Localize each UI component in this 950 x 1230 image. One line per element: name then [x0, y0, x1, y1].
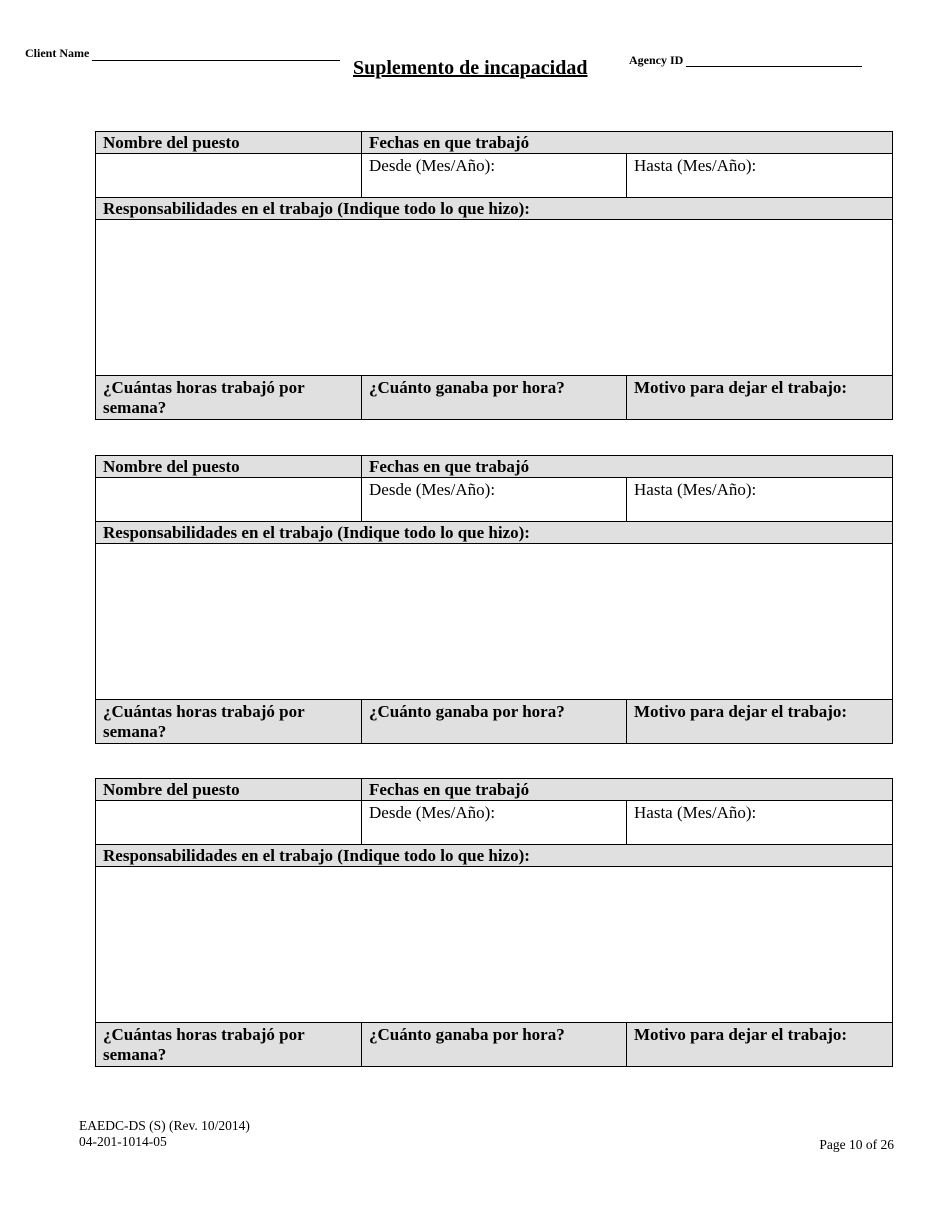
- job-title-field[interactable]: [96, 801, 362, 845]
- date-from-label: Desde (Mes/Año):: [369, 156, 496, 175]
- hours-per-week-label: ¿Cuántas horas trabajó por semana?: [96, 700, 362, 744]
- date-to-field[interactable]: [627, 478, 893, 522]
- hourly-pay-label: ¿Cuánto ganaba por hora?: [362, 700, 627, 744]
- reason-for-leaving-label: Motivo para dejar el trabajo:: [627, 700, 893, 744]
- client-name-field[interactable]: [92, 60, 340, 61]
- responsibilities-label: Responsabilidades en el trabajo (Indique todo lo que hizo):: [96, 522, 893, 544]
- job-section-3: [95, 778, 893, 1067]
- hourly-pay-label: ¿Cuánto ganaba por hora?: [362, 376, 627, 420]
- responsibilities-field[interactable]: [96, 867, 893, 1023]
- date-from-field[interactable]: [362, 801, 627, 845]
- date-to-label: Hasta (Mes/Año):: [634, 803, 757, 822]
- dates-worked-label: Fechas en que trabajó: [362, 132, 893, 154]
- job-title-field[interactable]: [96, 478, 362, 522]
- hours-per-week-label: ¿Cuántas horas trabajó por semana?: [96, 376, 362, 420]
- job-title-field[interactable]: [96, 154, 362, 198]
- date-to-field[interactable]: [627, 801, 893, 845]
- date-from-label: Desde (Mes/Año):: [369, 480, 496, 499]
- date-to-label: Hasta (Mes/Año):: [634, 156, 757, 175]
- reason-for-leaving-label: Motivo para dejar el trabajo:: [627, 1023, 893, 1067]
- form-number: 04-201-1014-05: [79, 1134, 167, 1149]
- job-section-1: [95, 131, 893, 420]
- responsibilities-field[interactable]: [96, 220, 893, 376]
- responsibilities-label: Responsabilidades en el trabajo (Indique todo lo que hizo):: [96, 198, 893, 220]
- form-footer: [79, 1118, 250, 1150]
- responsibilities-label: Responsabilidades en el trabajo (Indique todo lo que hizo):: [96, 845, 893, 867]
- date-from-field[interactable]: [362, 478, 627, 522]
- dates-worked-label: Fechas en que trabajó: [362, 456, 893, 478]
- job-title-label: Nombre del puesto: [96, 132, 362, 154]
- date-to-label: Hasta (Mes/Año):: [634, 480, 757, 499]
- hourly-pay-label: ¿Cuánto ganaba por hora?: [362, 1023, 627, 1067]
- date-from-label: Desde (Mes/Año):: [369, 803, 496, 822]
- page-title: Suplemento de incapacidad: [353, 57, 588, 79]
- agency-id-field[interactable]: [686, 66, 862, 67]
- job-title-label: Nombre del puesto: [96, 456, 362, 478]
- client-name-label: Client Name: [25, 46, 90, 60]
- reason-for-leaving-label: Motivo para dejar el trabajo:: [627, 376, 893, 420]
- responsibilities-field[interactable]: [96, 544, 893, 700]
- date-to-field[interactable]: [627, 154, 893, 198]
- agency-id-label: Agency ID: [629, 53, 684, 67]
- job-section-2: [95, 455, 893, 744]
- dates-worked-label: Fechas en que trabajó: [362, 779, 893, 801]
- date-from-field[interactable]: [362, 154, 627, 198]
- hours-per-week-label: ¿Cuántas horas trabajó por semana?: [96, 1023, 362, 1067]
- page-number: Page 10 of 26: [819, 1137, 894, 1152]
- form-code: EAEDC-DS (S) (Rev. 10/2014): [79, 1118, 250, 1133]
- job-title-label: Nombre del puesto: [96, 779, 362, 801]
